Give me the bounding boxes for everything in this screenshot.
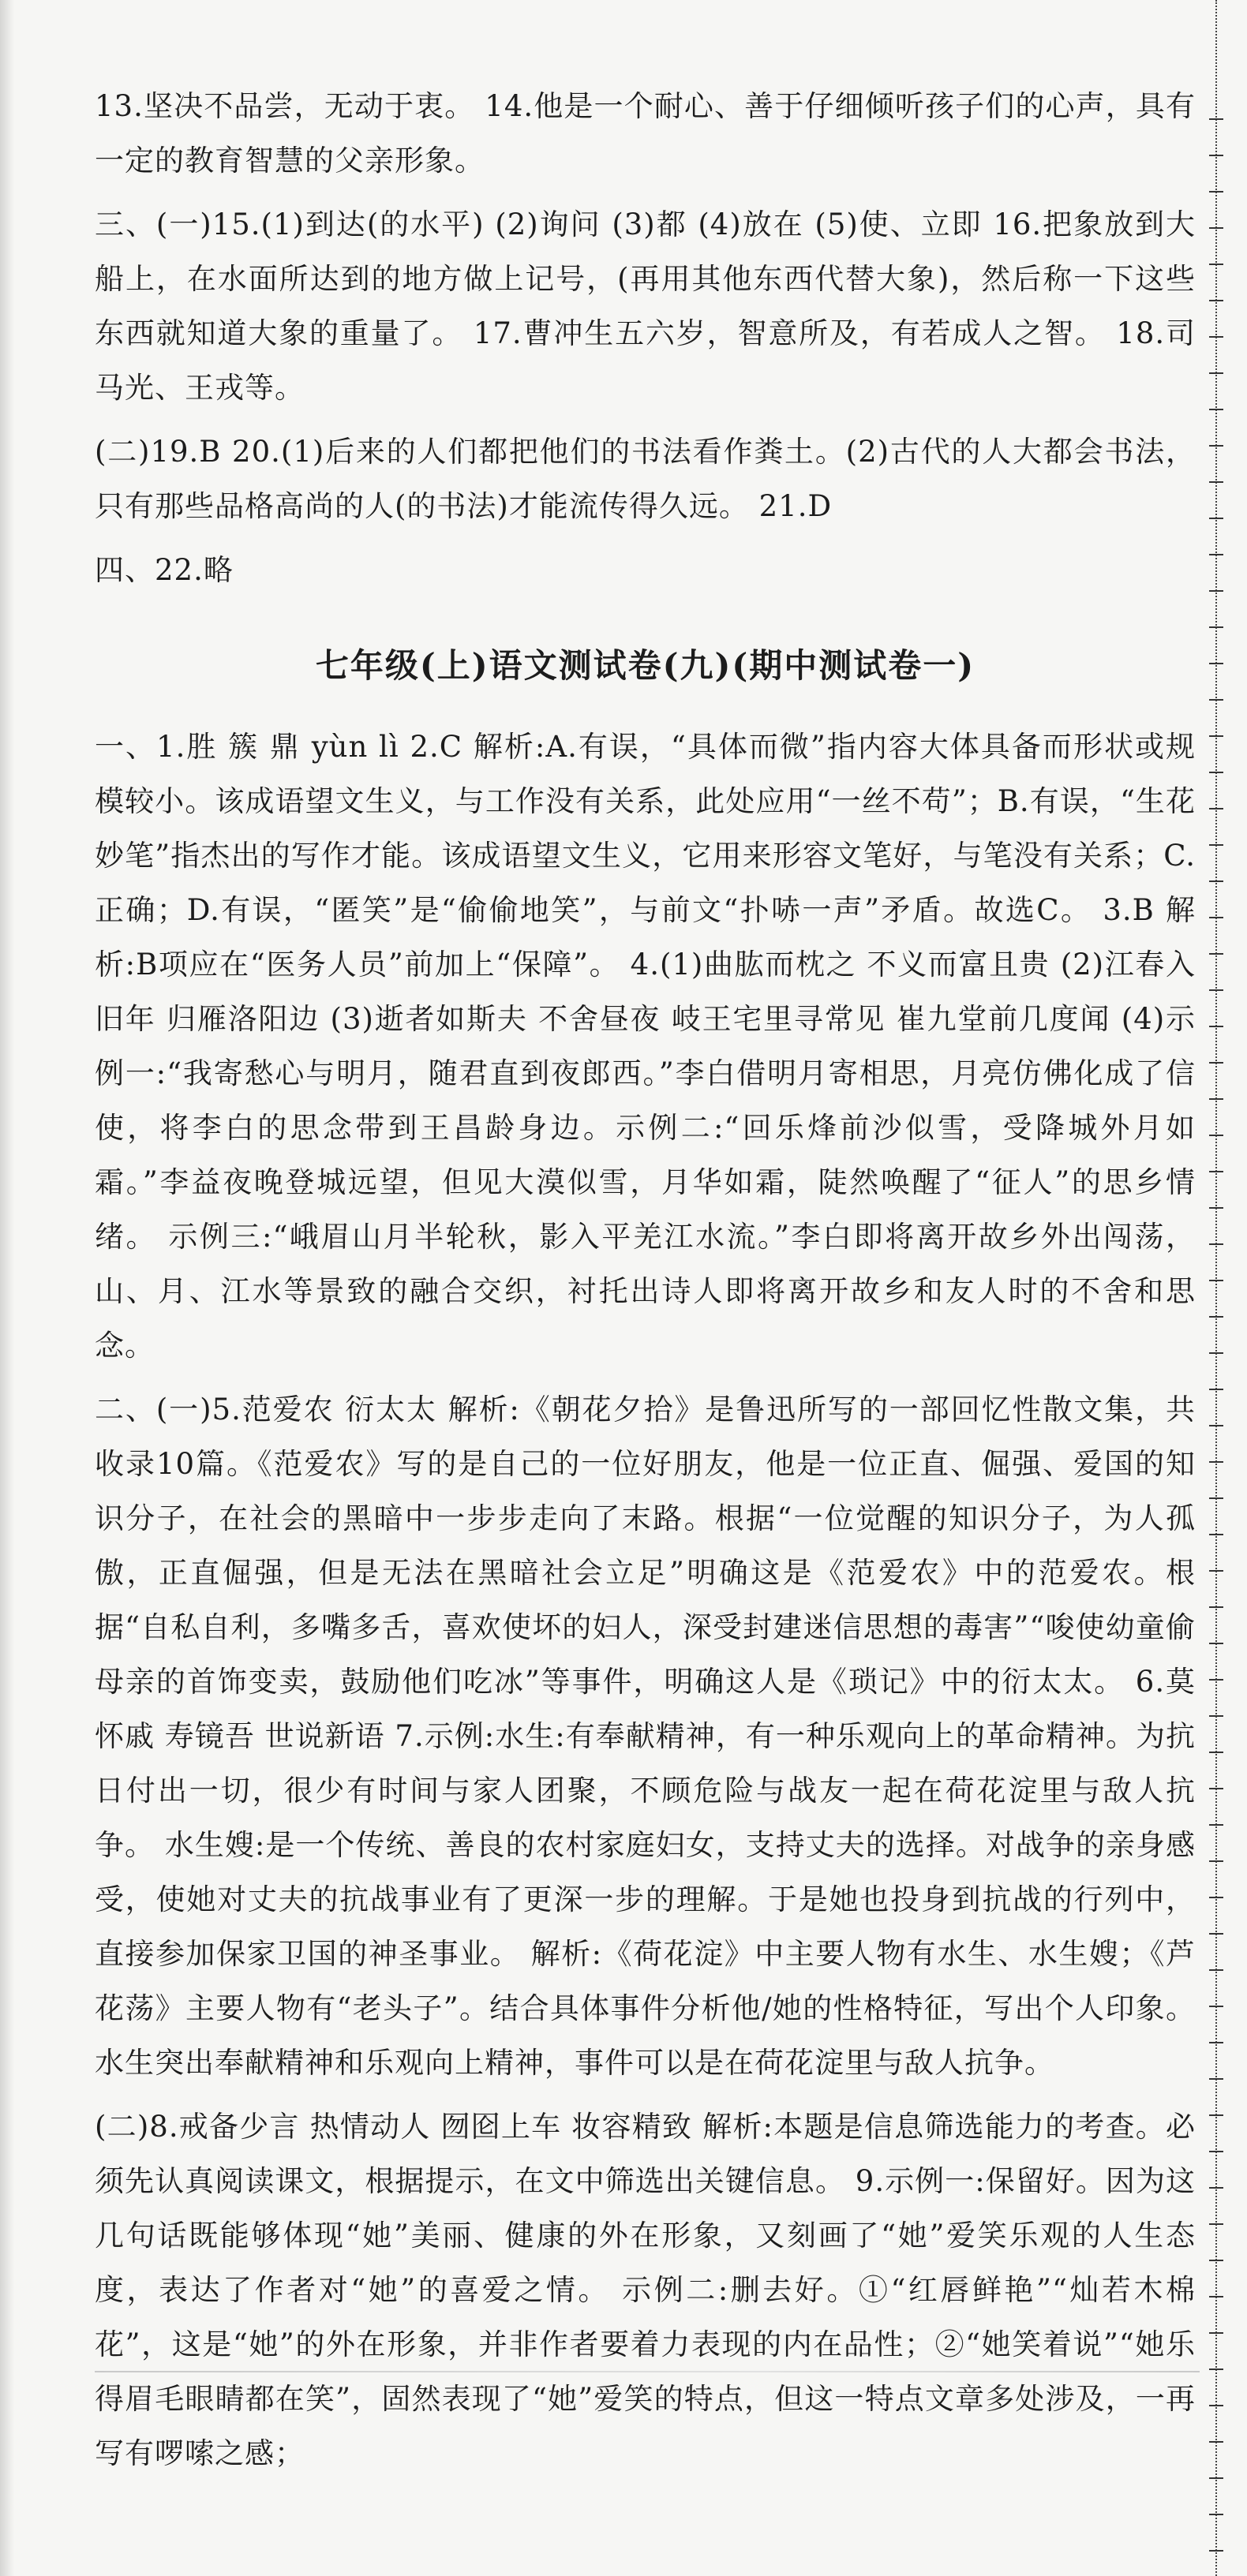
perforation-tick — [1209, 372, 1223, 374]
perforation-tick — [1209, 1497, 1223, 1499]
perforation-tick — [1209, 554, 1223, 555]
perforation-tick — [1209, 1824, 1223, 1826]
perforation-tick — [1209, 1352, 1223, 1354]
perforation-tick — [1209, 2441, 1223, 2443]
perforation-tick — [1209, 1643, 1223, 1644]
page-fold-line — [95, 2371, 1200, 2372]
perforation-tick — [1209, 2477, 1223, 2479]
perforation-tick — [1209, 518, 1223, 519]
perforation-tick — [1209, 1534, 1223, 1535]
perforation-tick — [1209, 2514, 1223, 2515]
perforation-tick — [1209, 772, 1223, 773]
perforation-tick — [1209, 2332, 1223, 2334]
perforation-tick — [1209, 953, 1223, 955]
perforation-tick — [1209, 1171, 1223, 1172]
test-paper-title: 七年级(上)语文测试卷(九)(期中测试卷一) — [315, 646, 976, 685]
perforation-tick — [1209, 880, 1223, 882]
perforation-tick — [1209, 481, 1223, 483]
perforation-tick — [1209, 227, 1223, 229]
perforation-tick — [1209, 989, 1223, 991]
perforation-tick — [1209, 1280, 1223, 1281]
perforation-tick — [1209, 1897, 1223, 1898]
answer-paragraph-section-2-part-2: (二)8.戒备少言 热情动人 囫囵上车 妆容精致 解析:本题是信息筛选能力的考查。必须先认真阅读课文，根据提示，在文中筛选出关键信息。 9.示例一:保留好。因为这几句话既能够体现“她”美丽、健康的外在形象，又刻画了“她”爱笑乐观的人生态度，表达了作者对“她”的喜爱之情。 示例二:删去好。①“红唇鲜艳”“灿若木棉花”，这是“她”的外在形象，并非作者要着力表现的内在品性；②“她笑着说”“她乐得眉毛眼睛都在笑”，固然表现了“她”爱笑的特点，但这一特点文章多处涉及，一再写有啰嗦之感； — [95, 2110, 1196, 2470]
answer-paragraph-13-14: 13.坚决不品尝，无动于衷。 14.他是一个耐心、善于仔细倾听孩子们的心声，具有一定的教育智慧的父亲形象。 — [95, 89, 1196, 178]
perforation-tick — [1209, 626, 1223, 628]
perforation-tick — [1209, 155, 1223, 156]
perforation-tick — [1209, 735, 1223, 737]
perforation-tick — [1209, 1243, 1223, 1245]
perforation-tick — [1209, 2042, 1223, 2043]
perforation-tick — [1209, 2368, 1223, 2370]
perforation-tick — [1209, 1679, 1223, 1681]
perforation-tick — [1209, 1606, 1223, 1608]
perforation-tick — [1209, 917, 1223, 918]
perforation-tick — [1209, 1860, 1223, 1862]
perforation-tick — [1209, 118, 1223, 120]
perforation-tick — [1209, 2405, 1223, 2406]
perforation-tick — [1209, 2078, 1223, 2080]
perforation-tick — [1209, 1425, 1223, 1426]
perforation-tick — [1209, 2223, 1223, 2225]
perforation-tick — [1209, 2296, 1223, 2297]
page-shadow — [0, 0, 14, 2576]
perforation-tick — [1209, 663, 1223, 664]
perforation-tick — [1209, 1207, 1223, 1209]
perforation-tick — [1209, 1098, 1223, 1100]
answer-page — [95, 79, 1196, 2481]
perforation-tick — [1209, 1570, 1223, 1572]
perforation-tick — [1209, 808, 1223, 809]
perforation-tick — [1209, 409, 1223, 410]
perforation-tick — [1209, 1316, 1223, 1318]
perforation-tick — [1209, 2550, 1223, 2552]
perforated-edge — [1215, 0, 1225, 2576]
perforation-tick — [1209, 1788, 1223, 1789]
perforation-tick — [1209, 2006, 1223, 2007]
answer-paragraph-section-1: 一、1.胜 簇 鼎 yùn lì 2.C 解析:A.有误，“具体而微”指内容大体具备而形状或规模较小。该成语望文生义，与工作没有关系，此处应用“一丝不苟”；B.有误，“生花妙笔”指杰出的写作才能。该成语望文生义，它用来形容文笔好，与笔没有关系；C.正确；D.有误，“匿笑”是“偷偷地笑”，与前文“扑哧一声”矛盾。故选C。 3.B 解析:B项应在“医务人员”前加上“保障”。 4.(1)曲肱而枕之 不义而富且贵 (2)江春入旧年 归雁洛阳边 (3)逝者如斯夫 不舍昼夜 岐王宅里寻常见 崔九堂前几度闻 (4)示例一:“我寄愁心与明月，随君直到夜郎西。”李白借明月寄相思，月亮仿佛化成了信使，将李白的思念带到王昌龄身边。示例二:“回乐烽前沙似雪，受降城外月如霜。”李益夜晚登城远望，但见大漠似雪，月华如霜，陡然唤醒了“征人”的思乡情绪。 示例三:“峨眉山月半轮秋，影入平羌江水流。”李白即将离开故乡外出闯荡，山、月、江水等景致的融合交织，衬托出诗人即将离开故乡和友人时的不舍和思念。 — [95, 730, 1196, 1363]
perforation-tick — [1209, 445, 1223, 447]
perforation-tick — [1209, 1752, 1223, 1753]
perforation-tick — [1209, 1062, 1223, 1064]
perforation-tick — [1209, 191, 1223, 193]
perforation-tick — [1209, 2114, 1223, 2116]
perforation-tick — [1209, 1461, 1223, 1463]
perforation-tick — [1209, 300, 1223, 301]
perforation-tick — [1209, 1026, 1223, 1027]
answer-paragraph-section-4: 四、22.略 — [95, 553, 234, 587]
perforation-tick — [1209, 336, 1223, 338]
perforation-tick — [1209, 1969, 1223, 1971]
perforation-tick — [1209, 1135, 1223, 1136]
perforation-tick — [1209, 1389, 1223, 1390]
perforation-tick — [1209, 2151, 1223, 2152]
perforation-tick — [1209, 264, 1223, 265]
perforation-tick — [1209, 590, 1223, 592]
answer-paragraph-section-2-part-1: 二、(一)5.范爱农 衍太太 解析:《朝花夕拾》是鲁迅所写的一部回忆性散文集，共收录10篇。《范爱农》写的是自己的一位好朋友，他是一位正直、倔强、爱国的知识分子，在社会的黑暗中一步步走向了末路。根据“一位觉醒的知识分子，为人孤傲，正直倔强，但是无法在黑暗社会立足”明确这是《范爱农》中的范爱农。根据“自私自利，多嘴多舌，喜欢使坏的妇人，深受封建迷信思想的毒害”“唆使幼童偷母亲的首饰变卖，鼓励他们吃冰”等事件，明确这人是《琐记》中的衍太太。 6.莫怀戚 寿镜吾 世说新语 7.示例:水生:有奉献精神，有一种乐观向上的革命精神。为抗日付出一切，很少有时间与家人团聚，不顾危险与战友一起在荷花淀里与敌人抗争。 水生嫂:是一个传统、善良的农村家庭妇女，支持丈夫的选择。对战争的亲身感受，使她对丈夫的抗战事业有了更深一步的理解。于是她也投身到抗战的行列中，直接参加保家卫国的神圣事业。 解析:《荷花淀》中主要人物有水生、水生嫂；《芦花荡》主要人物有“老头子”。结合具体事件分析他/她的性格特征，写出个人印象。水生突出奉献精神和乐观向上精神，事件可以是在荷花淀里与敌人抗争。 — [95, 1393, 1196, 2080]
perforation-tick — [1209, 2260, 1223, 2261]
perforation-tick — [1209, 1715, 1223, 1717]
answer-paragraph-section-3-part-1: 三、(一)15.(1)到达(的水平) (2)询问 (3)都 (4)放在 (5)使、立即 16.把象放到大船上，在水面所达到的地方做上记号，(再用其他东西代替大象)，然后称一下这些东西就知道大象的重量了。 17.曹冲生五六岁，智意所及，有若成人之智。 18.司马光、王戎等。 — [95, 208, 1196, 405]
perforation-tick — [1209, 699, 1223, 701]
perforation-tick — [1209, 2187, 1223, 2189]
perforation-tick — [1209, 1933, 1223, 1935]
perforation-tick — [1209, 844, 1223, 846]
answer-paragraph-section-3-part-2: (二)19.B 20.(1)后来的人们都把他们的书法看作粪土。(2)古代的人大都会书法，只有那些品格高尚的人(的书法)才能流传得久远。 21.D — [95, 435, 1196, 523]
